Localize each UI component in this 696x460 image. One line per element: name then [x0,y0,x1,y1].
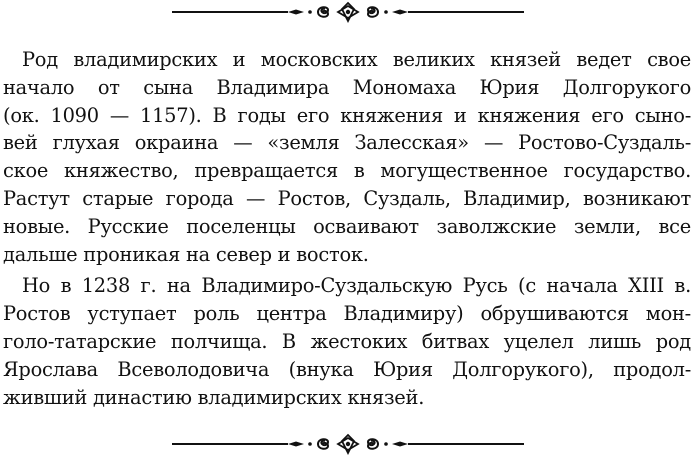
text-line: (ок. 1090 — 1157). В годы его княжения и княжения его сыно- [3,103,691,127]
paragraph-1 [3,46,691,268]
text-line: Растут старые города — Ростов, Суздаль, Владимир, возникают [3,186,691,210]
top-ornament-divider [0,0,696,24]
text-line: новые. Русские поселенцы осваивают заволжские земли, все [3,214,691,238]
text-line: Ростов уступает роль центра Владимиру) обрушиваются мон- [3,302,691,326]
text-line: Но в 1238 г. на Владимиро-Суздальскую Русь (с начала XIII в. [22,274,691,298]
text-line: живший династию владимирских князей. [3,385,425,409]
text-line: ское княжество, превращается в могущественное государство. [3,159,691,183]
text-line: Род владимирских и московских великих князей ведет свое [22,48,691,71]
text-line: голо-татарские полчища. В жестоких битвах уцелел лишь род [3,329,691,353]
text-line: дальше проникая на север и восток. [3,242,369,266]
text-line: начало от сына Владимира Мономаха Юрия Долгорукого [3,75,691,99]
bottom-ornament-divider [0,432,696,456]
text-line: Ярослава Всеволодовича (внука Юрия Долгорукого), продол- [3,357,691,381]
flourish-ornament-icon [168,0,528,24]
flourish-ornament-icon [168,432,528,456]
paragraph-2 [3,272,691,411]
document-body [3,46,691,411]
text-line: вей глухая окраина — «земля Залесская» — Ростово-Суздаль- [3,131,691,155]
